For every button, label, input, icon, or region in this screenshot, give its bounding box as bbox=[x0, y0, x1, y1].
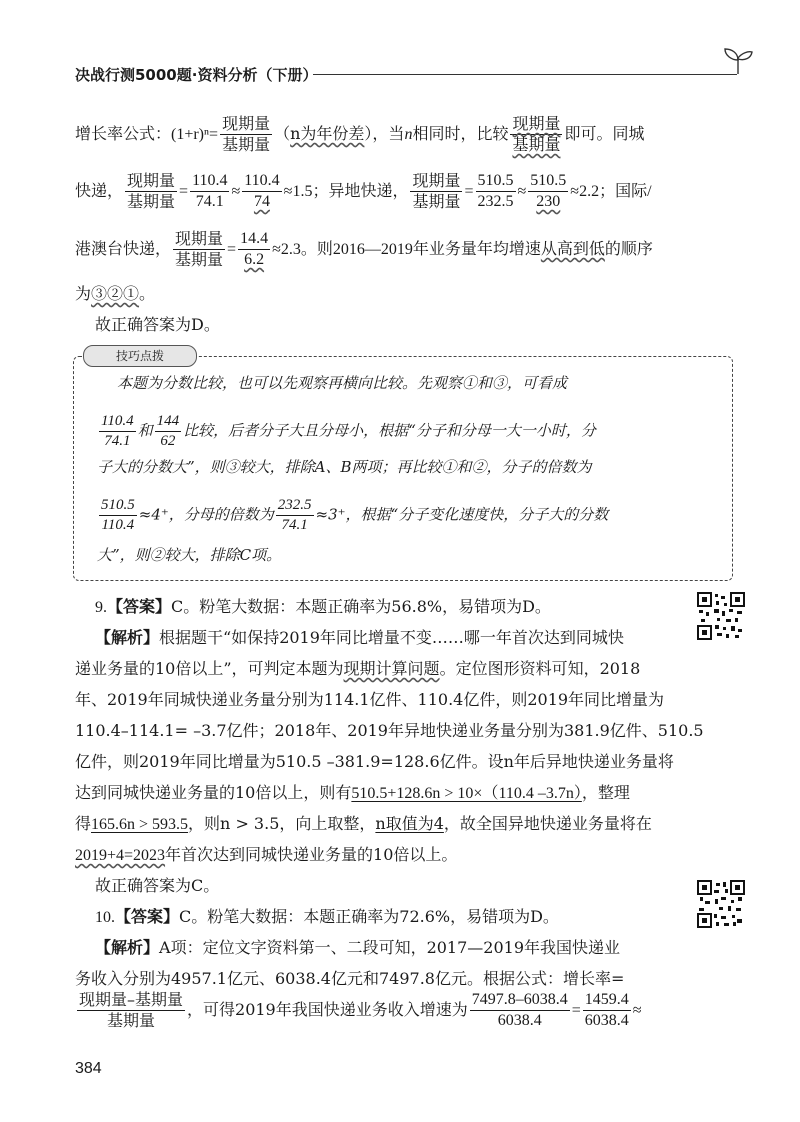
fraction: $\frac{510.5}{230}$ bbox=[530, 172, 567, 210]
page-number: 384 bbox=[75, 1060, 102, 1077]
q9-exp-line-7: 得165.6n > 593.5，则n > 3.5，向上取整，n取值为4，故全国异地快递业务量将在 bbox=[75, 814, 652, 833]
q9-exp-line-4: 110.4–114.1= –3.7亿件；2018年、2019年异地快递业务量分别为381.9亿件、510.5 bbox=[75, 721, 704, 740]
qr-code-icon[interactable] bbox=[697, 880, 745, 928]
tip-line-3: 子大的分数大”，则③较大，排除A、B两项；再比较①和②，分子的倍数为 bbox=[97, 458, 592, 476]
header-title: 决战行测5000题·资料分析（下册） bbox=[75, 66, 318, 84]
tip-line-4: $\frac{510.5}{110.4}$ ≈4⁺，分母的倍数为 $\frac{232.5}{74.1}$ ≈3⁺，根据“分子变化速度快，分子大的分数 bbox=[101, 497, 609, 533]
fraction: $\frac{14.4}{6.2}$ bbox=[240, 230, 269, 268]
fraction: $\frac{1459.4}{6038.4}$ bbox=[584, 991, 629, 1029]
fraction: $\frac{110.4}{74.1}$ bbox=[192, 172, 228, 210]
growth-line-1: 增长率公式：(1+r)ⁿ= $\frac{\text{现期量}}{\text{基期量}}$ （n为年份差），当n相同时，比较 $\frac{\text{现期量}}{\text{基期量}}$ 即可。同城 bbox=[75, 114, 645, 154]
q10-exp-line-2: 务收入分别为4957.1亿元、6038.4亿元和7497.8亿元。根据公式：增长率= bbox=[75, 969, 625, 988]
fraction: $\frac{510.5}{110.4}$ bbox=[101, 497, 135, 533]
tip-badge: 技巧点拨 bbox=[83, 345, 197, 367]
fraction: $\frac{\text{现期量}}{\text{基期量}}$ bbox=[127, 171, 176, 211]
q9-exp-line-3: 年、2019年同城快递业务量分别为114.1亿件、110.4亿件，则2019年同比增量为 bbox=[75, 690, 665, 709]
fraction: $\frac{510.5}{232.5}$ bbox=[477, 172, 514, 210]
fraction: $\frac{110.4}{74}$ bbox=[244, 172, 280, 210]
fraction: $\frac{\text{现期量–基期量}}{\text{基期量}}$ bbox=[79, 990, 184, 1030]
tip-line-5: 大”，则②较大，排除C项。 bbox=[97, 546, 282, 564]
leaf-sprout-icon bbox=[721, 46, 755, 76]
q10-exp-line-1: 【解析】A项：定位文字资料第一、二段可知，2017—2019年我国快递业 bbox=[95, 938, 621, 957]
fraction: $\frac{110.4}{74.1}$ bbox=[101, 413, 134, 449]
q9-exp-line-6: 达到同城快递业务量的10倍以上，则有510.5+128.6n > 10×（110.4 –3.7n），整理 bbox=[75, 783, 630, 802]
q10-answer-line: 10.【答案】C。粉笔大数据：本题正确率为72.6%，易错项为D。 bbox=[95, 907, 559, 926]
fraction: $\frac{144}{62}$ bbox=[156, 413, 180, 449]
q9-exp-line-1: 【解析】根据题干“如保持2019年同比增量不变……哪一年首次达到同城快 bbox=[95, 628, 624, 647]
q9-answer-line: 9.【答案】C。粉笔大数据：本题正确率为56.8%，易错项为D。 bbox=[95, 597, 551, 616]
fraction: $\frac{\text{现期量}}{\text{基期量}}$ bbox=[175, 229, 224, 269]
header-rule bbox=[313, 74, 737, 75]
fraction: $\frac{\text{现期量}}{\text{基期量}}$ bbox=[512, 114, 561, 154]
tip-line-2: $\frac{110.4}{74.1}$ 和 $\frac{144}{62}$ 比较，后者分子大且分母小，根据“分子和分母一大一小时，分 bbox=[101, 413, 596, 449]
fraction: $\frac{232.5}{74.1}$ bbox=[277, 497, 312, 533]
tip-line-1: 本题为分数比较，也可以先观察再横向比较。先观察①和③，可看成 bbox=[117, 374, 568, 392]
q10-exp-line-3: $\frac{\text{现期量–基期量}}{\text{基期量}}$ ，可得2019年我国快递业务收入增速为 $\frac{7497.8-6038.4}{6038.4}$ = $\frac{1459.4}{6038.4}$ ≈ bbox=[79, 990, 642, 1030]
growth-line-2: 快递， $\frac{\text{现期量}}{\text{基期量}}$ = $\frac{110.4}{74.1}$ ≈ $\frac{110.4}{74}$ ≈1.5；异地快递， $\frac{\text{现期量}}{\text{基期量}}$ = $\frac{510.5}{232.5}$ ≈ $\frac{510.5}{230}$ ≈2.2；国际/ bbox=[75, 171, 652, 211]
q9-exp-line-5: 亿件，则2019年同比增量为510.5 –381.9=128.6亿件。设n年后异地快递业务量将 bbox=[75, 752, 674, 771]
answer-line: 故正确答案为D。 bbox=[95, 315, 220, 334]
fraction: $\frac{7497.8-6038.4}{6038.4}$ bbox=[471, 991, 568, 1029]
fraction: $\frac{\text{现期量}}{\text{基期量}}$ bbox=[412, 171, 461, 211]
growth-line-4: 为③②①。 bbox=[75, 284, 156, 303]
running-header bbox=[75, 58, 755, 90]
q9-exp-line-2: 递业务量的10倍以上”，可判定本题为现期计算问题。定位图形资料可知，2018 bbox=[75, 659, 641, 678]
fraction: $\frac{\text{现期量}}{\text{基期量}}$ bbox=[222, 114, 271, 154]
growth-line-3: 港澳台快递， $\frac{\text{现期量}}{\text{基期量}}$ = $\frac{14.4}{6.2}$ ≈2.3。则2016—2019年业务量年均增速从高到低的顺序 bbox=[75, 229, 653, 269]
year-diff-note: n为年份差 bbox=[290, 124, 365, 143]
q9-exp-line-8: 2019+4=2023年首次达到同城快递业务量的10倍以上。 bbox=[75, 845, 458, 864]
q9-answer-final: 故正确答案为C。 bbox=[95, 876, 220, 895]
